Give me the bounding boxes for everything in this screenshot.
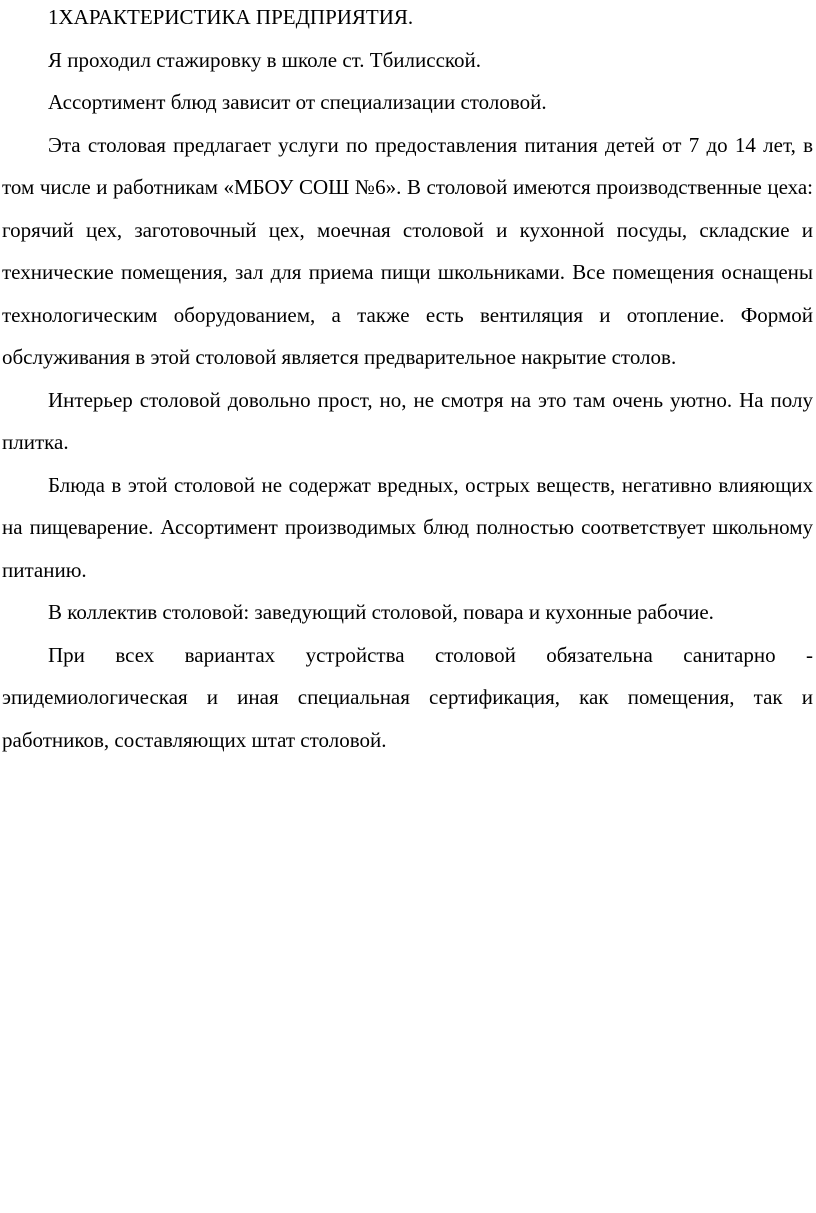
document-body [2,0,813,761]
document-heading: 1ХАРАКТЕРИСТИКА ПРЕДПРИЯТИЯ. [48,5,414,29]
paragraph-services: Эта столовая предлагает услуги по предоставления питания детей от 7 до 14 лет, в том числе и работникам «МБОУ СОШ №6». В столовой имеются производственные цеха: горячий цех, заготовочный цех, моечная столовой и кухонной посуды, складские и технические помещения, зал для приема пищи школьниками. Все помещения оснащены технологическим оборудованием, а также есть вентиляция и отопление. Формой обслуживания в этой столовой является предварительное накрытие столов. [2,132,813,369]
paragraph-dishes: Блюда в этой столовой не содержат вредных, острых веществ, негативно влияющих на пищеварение. Ассортимент производимых блюд полностью соответствует школьному питанию. [2,472,813,582]
paragraph-certification: При всех вариантах устройства столовой обязательна санитарно - эпидемиологическая и иная специальная сертификация, как помещения, так и работников, составляющих штат столовой. [2,642,813,752]
paragraph-internship: Я проходил стажировку в школе ст. Тбилисской. [48,47,482,72]
paragraph-staff: В коллектив столовой: заведующий столовой, повара и кухонные рабочие. [48,600,714,624]
paragraph-assortment: Ассортимент блюд зависит от специализации столовой. [48,90,547,114]
paragraph-interior: Интерьер столовой довольно прост, но, не смотря на это там очень уютно. На полу плитка. [2,387,813,454]
